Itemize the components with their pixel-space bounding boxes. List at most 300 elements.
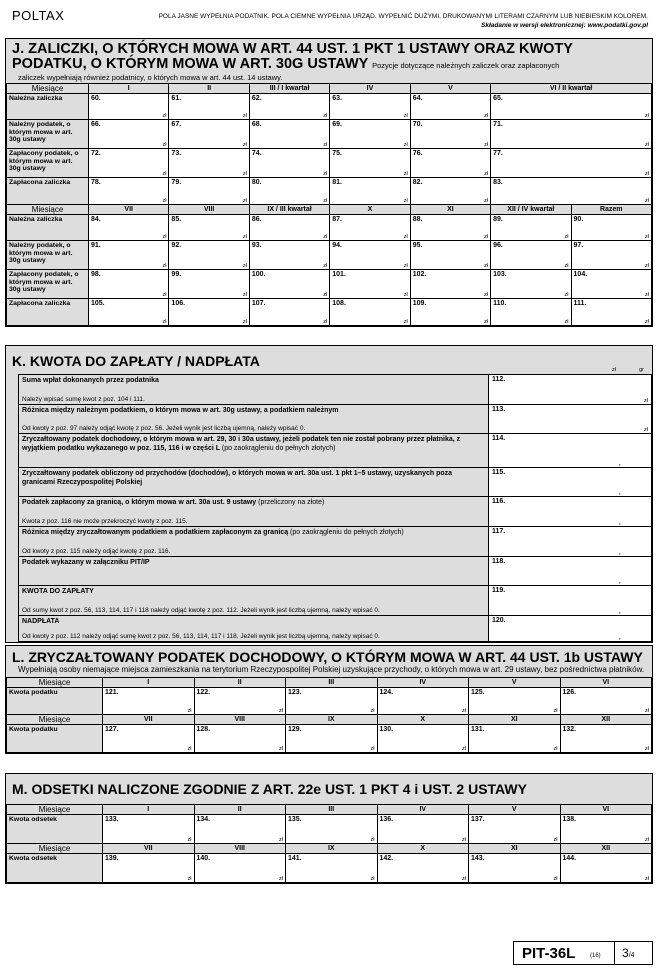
decimal-separator: , [618,632,621,641]
section-l-table [6,677,652,753]
amount-field[interactable] [571,215,651,241]
month-header: IX [286,844,378,854]
amount-field[interactable] [560,815,652,844]
unit-label: zł [187,876,192,882]
amount-field[interactable] [169,299,249,326]
form-version: (16) [590,953,601,959]
amount-field[interactable] [103,725,195,753]
decimal-separator: , [618,517,621,526]
unit-label: zł [323,171,328,177]
field-number: 130. [379,726,394,733]
amount-field[interactable] [286,815,378,844]
row-description [19,375,489,405]
header-instructions [159,12,648,30]
row-help: Od kwoty z poz. 97 należy odjąć kwotę z poz. 56. Jeżeli wynik jest liczbą ujemną, należy wpisać 0. [22,425,306,432]
field-number: 119. [492,587,506,594]
field-number: 129. [288,726,302,733]
summary-row [19,557,652,586]
amount-field[interactable] [194,725,286,753]
field-number: 73. [171,150,182,157]
summary-row [19,375,652,405]
field-number: 75. [332,150,342,157]
row-description [19,497,489,527]
table-row [7,270,652,299]
field-number: 74. [251,150,262,157]
amount-field[interactable] [491,149,652,178]
field-number: 71. [493,121,503,128]
field-number: 144. [562,855,577,862]
amount-field[interactable] [489,527,652,557]
field-number: 65. [493,95,503,102]
row-label: Zapłacona zaliczka [7,299,89,326]
amount-field[interactable] [249,149,329,178]
unit-label: zł [323,292,328,298]
amount-field[interactable] [377,854,469,883]
month-header: IV [330,84,410,94]
amount-field[interactable] [410,215,490,241]
field-number: 92. [171,242,182,249]
amount-field[interactable] [169,149,249,178]
decimal-separator: , [618,606,621,615]
unit-label: zł [645,746,649,752]
amount-field[interactable] [469,725,561,753]
months-label: Miesiące [7,715,103,725]
unit-label: zł [403,113,408,119]
amount-field[interactable] [89,178,169,205]
field-number: 107. [251,300,266,307]
unit-label: zł [323,113,328,119]
unit-label: zł [279,708,283,714]
row-label: Zapłacony podatek, o którym mowa w art. 30g ustawy [7,270,89,299]
amount-field[interactable] [410,120,490,149]
unit-label: zł [242,234,247,240]
amount-field[interactable] [249,94,329,120]
amount-field[interactable] [410,299,490,326]
table-row [7,815,652,844]
amount-field[interactable] [410,178,490,205]
unit-label: zł [553,876,558,882]
amount-field[interactable] [103,854,195,883]
amount-field[interactable] [330,94,410,120]
field-number: 63. [332,95,342,102]
table-row [7,688,652,715]
amount-field[interactable] [89,299,169,326]
row-description [19,586,489,616]
field-number: 124. [379,689,394,696]
amount-field[interactable] [560,725,652,753]
amount-field[interactable] [489,468,652,497]
row-description [19,434,489,468]
unit-label: zł [403,142,408,148]
row-title-note: (po zaokrągleniu do pełnych złotych) [221,444,336,452]
unit-label: zł [162,171,167,177]
field-number: 116. [492,498,506,505]
row-title [22,499,485,508]
amount-field[interactable] [491,215,571,241]
amount-field[interactable] [377,688,469,715]
summary-row [19,616,652,642]
field-number: 61. [171,95,182,102]
page-number [622,946,635,960]
row-help: Należy wpisać sumę kwot z poz. 104 i 111. [22,396,145,403]
table-row [7,241,652,270]
unit-label: zł [187,837,192,843]
unit-label: zł [484,198,489,204]
month-header: VIII [169,205,249,215]
month-header: X [330,205,410,215]
unit-label: zł [323,234,328,240]
section-m-title: M. ODSETKI NALICZONE ZGODNIE Z ART. 22e UST. 1 PKT 4 i UST. 2 USTAWY [12,781,527,797]
amount-field[interactable] [330,215,410,241]
month-header: VI [560,805,652,815]
month-header: VIII [194,715,286,725]
amount-field[interactable] [286,725,378,753]
field-number: 138. [562,816,577,823]
unit-label: zł [242,319,247,325]
month-header: II [194,805,286,815]
field-number: 79. [171,179,182,186]
month-header: X [377,844,469,854]
unit-label: zł [242,142,247,148]
unit-label: zł [162,142,167,148]
field-number: 126. [562,689,577,696]
amount-field[interactable] [560,688,652,715]
month-header: XII [560,844,652,854]
field-number: 70. [412,121,423,128]
month-header: X [377,715,469,725]
field-number: 77. [493,150,503,157]
field-number: 132. [562,726,577,733]
unit-label: zł [645,876,649,882]
months-header-row [7,715,652,725]
month-header: III / I kwartał [249,84,329,94]
field-number: 141. [288,855,302,862]
months-header-row [7,844,652,854]
month-header: VII [103,844,195,854]
amount-field[interactable] [89,94,169,120]
field-number: 76. [412,150,423,157]
amount-field[interactable] [330,270,410,299]
months-label: Miesiące [7,844,103,854]
month-header: I [89,84,169,94]
unit-label: zł [645,113,649,119]
row-description [19,557,489,586]
field-number: 136. [379,816,394,823]
month-header: XI [469,844,561,854]
field-number: 109. [412,300,427,307]
unit-label: zł [187,708,192,714]
section-k-table [18,374,652,642]
amount-field[interactable] [89,149,169,178]
unit-label: zł [242,113,247,119]
amount-field[interactable] [489,434,652,468]
row-title-text: Różnica między zryczałtowanym podatkiem a podatkiem zapłaconym za granicą [22,529,289,536]
amount-field[interactable] [489,557,652,586]
amount-field[interactable] [469,688,561,715]
unit-label: zł [645,319,649,325]
amount-field[interactable] [377,815,469,844]
unit-label: zł [162,113,167,119]
section-j [5,38,653,327]
row-title [22,436,485,453]
unit-label: zł [644,427,648,433]
row-title-text: KWOTA DO ZAPŁATY [22,588,94,595]
month-header: III [286,805,378,815]
row-title-text: Zryczałtowany podatek obliczony od przychodów (dochodów), o których mowa w art. 30a ust. 1 pkt 1–5 ustawy, uzyskanych poza granicami Rzeczypospolitej Polskiej [22,470,453,486]
online-note: Składanie w wersji elektronicznej: www.podatki.gov.pl [481,22,648,29]
field-number: 102. [412,271,427,278]
unit-label: zł [370,746,375,752]
amount-field[interactable] [89,120,169,149]
field-number: 81. [332,179,342,186]
amount-field[interactable] [89,270,169,299]
amount-field[interactable] [489,405,652,434]
amount-field[interactable] [571,270,651,299]
month-header: V [469,805,561,815]
amount-field[interactable] [571,241,651,270]
field-number: 113. [492,406,506,413]
section-j-title [12,42,646,73]
unit-label: zł [403,234,408,240]
amount-field[interactable] [491,299,571,326]
summary-row [19,586,652,616]
page-current: 3 [622,946,629,960]
unit-label: zł [564,234,569,240]
form-name: PIT-36L [522,945,576,962]
field-number: 117. [492,528,506,535]
zl-header: zł [612,367,616,373]
field-number: 122. [196,689,211,696]
field-number: 110. [493,300,507,307]
amount-field[interactable] [89,241,169,270]
table-row [7,94,652,120]
amount-field[interactable] [194,854,286,883]
amount-field[interactable] [469,854,561,883]
field-number: 133. [105,816,119,823]
amount-field[interactable] [410,94,490,120]
field-number: 101. [332,271,346,278]
amount-field[interactable] [330,178,410,205]
month-header: IX / III kwartał [249,205,329,215]
amount-field[interactable] [330,120,410,149]
amount-field[interactable] [489,616,652,642]
row-label: Należna zaliczka [7,94,89,120]
row-label: Kwota odsetek [7,854,103,883]
amount-field[interactable] [489,497,652,527]
amount-field[interactable] [194,688,286,715]
section-l-title: L. ZRYCZAŁTOWANY PODATEK DOCHODOWY, O KTÓRYM MOWA W ART. 44 UST. 1b USTAWY [12,649,643,665]
row-label: Kwota odsetek [7,815,103,844]
unit-label: zł [484,263,489,269]
unit-label: zł [484,319,489,325]
month-header: VII [103,715,195,725]
field-number: 112. [492,376,506,383]
table-row [7,149,652,178]
amount-field[interactable] [169,178,249,205]
amount-field[interactable] [103,688,195,715]
months-label: Miesiące [7,84,89,94]
month-header: V [469,678,561,688]
unit-label: zł [279,746,283,752]
field-number: 142. [379,855,394,862]
amount-field[interactable] [169,94,249,120]
row-label: Należna zaliczka [7,215,89,241]
unit-label: zł [162,263,167,269]
unit-label: zł [323,319,328,325]
month-header: VIII [194,844,286,854]
unit-label: zł [403,171,408,177]
section-k-title: K. KWOTA DO ZAPŁATY / NADPŁATA [12,353,260,369]
table-row [7,854,652,883]
amount-field[interactable] [194,815,286,844]
row-title-text: Podatek wykazany w załączniku PIT/IP [22,559,150,566]
unit-label: zł [162,234,167,240]
unit-label: zł [323,142,328,148]
unit-label: zł [484,142,489,148]
amount-field[interactable] [169,241,249,270]
amount-field[interactable] [169,215,249,241]
unit-label: zł [462,746,466,752]
section-j-table [6,83,652,326]
field-number: 106. [171,300,186,307]
field-number: 139. [105,855,119,862]
table-row [7,215,652,241]
field-number: 84. [91,216,101,223]
month-header: II [194,678,286,688]
row-description [19,527,489,557]
field-number: 123. [288,689,302,696]
unit-label: zł [323,198,328,204]
unit-label: zł [242,198,247,204]
field-number: 115. [492,469,506,476]
row-title-text: Podatek zapłacony za granicą, o którym mowa w art. 30a ust. 9 ustawy [22,499,257,506]
amount-field[interactable] [469,815,561,844]
amount-field[interactable] [489,586,652,616]
field-number: 100. [251,271,266,278]
unit-label: zł [323,263,328,269]
section-l-note: Wypełniają osoby niemające miejsca zamieszkania na terytorium Rzeczypospolitej Polskiej uzyskujące przychody, o których mowa w art. 29 ustawy, bez pośrednictwa płatników. [18,665,645,674]
row-help: Kwota z poz. 116 nie może przekroczyć kwoty z poz. 115. [22,518,188,525]
unit-label: zł [484,113,489,119]
section-m-table [6,804,652,883]
amount-field[interactable] [249,299,329,326]
amount-field[interactable] [330,241,410,270]
unit-label: zł [403,263,408,269]
amount-field[interactable] [377,725,469,753]
row-label: Kwota podatku [7,725,103,753]
unit-label: zł [162,292,167,298]
field-number: 111. [573,300,587,307]
row-title [22,529,485,538]
row-title [22,588,485,597]
amount-field[interactable] [249,215,329,241]
amount-field[interactable] [286,854,378,883]
month-header: Razem [571,205,651,215]
amount-field[interactable] [249,241,329,270]
unit-label: zł [484,234,489,240]
month-header: I [103,805,195,815]
amount-field[interactable] [103,815,195,844]
amount-field[interactable] [330,149,410,178]
amount-field[interactable] [491,270,571,299]
month-header: XII / IV kwartał [491,205,571,215]
amount-field[interactable] [491,241,571,270]
amount-field[interactable] [249,270,329,299]
field-number: 64. [412,95,423,102]
field-number: 108. [332,300,346,307]
unit-label: zł [645,708,649,714]
row-title-note: (po zaokrągleniu do pełnych złotych) [290,529,404,536]
unit-label: zł [484,171,489,177]
month-header: VI [560,678,652,688]
summary-row [19,497,652,527]
field-number: 98. [91,271,101,278]
table-row [7,299,652,326]
section-k [5,345,653,643]
unit-label: zł [187,746,192,752]
unit-label: zł [242,171,247,177]
amount-field[interactable] [330,299,410,326]
row-help: Od kwoty z poz. 112 należy odjąć sumę kwot z poz. 56, 113, 114, 117 i 118. Jeżeli wynik jest liczbą ujemną, należy wpisać 0. [22,633,380,640]
month-header: I [103,678,195,688]
month-header: XII [560,715,652,725]
amount-field[interactable] [560,854,652,883]
amount-field[interactable] [169,270,249,299]
unit-label: zł [462,708,466,714]
amount-field[interactable] [249,120,329,149]
months-header-row [7,205,652,215]
amount-field[interactable] [169,120,249,149]
row-label: Należny podatek, o którym mowa w art. 30g ustawy [7,241,89,270]
row-description [19,405,489,434]
gr-header: gr [639,367,644,373]
amount-field[interactable] [89,215,169,241]
amount-field[interactable] [491,178,652,205]
unit-label: zł [644,398,648,404]
amount-field[interactable] [491,94,652,120]
section-m [5,773,653,884]
amount-field[interactable] [410,270,490,299]
field-number: 125. [471,689,485,696]
unit-label: zł [462,837,466,843]
field-number: 99. [171,271,182,278]
unit-label: zł [370,837,375,843]
unit-label: zł [370,876,375,882]
field-number: 104. [573,271,588,278]
field-number: 86. [251,216,262,223]
amount-field[interactable] [410,241,490,270]
unit-label: zł [645,198,649,204]
months-header-row [7,805,652,815]
unit-label: zł [564,292,569,298]
amount-field[interactable] [249,178,329,205]
months-label: Miesiące [7,805,103,815]
amount-field[interactable] [491,120,652,149]
brand-logo: POLTAX [12,8,65,23]
amount-field[interactable] [410,149,490,178]
unit-label: zł [162,198,167,204]
row-description [19,468,489,497]
row-label: Zapłacona zaliczka [7,178,89,205]
month-header: VII [89,205,169,215]
field-number: 62. [251,95,262,102]
field-number: 94. [332,242,342,249]
amount-field[interactable] [489,375,652,405]
unit-label: zł [645,292,649,298]
amount-field[interactable] [571,299,651,326]
decimal-separator: , [618,547,621,556]
amount-field[interactable] [286,688,378,715]
